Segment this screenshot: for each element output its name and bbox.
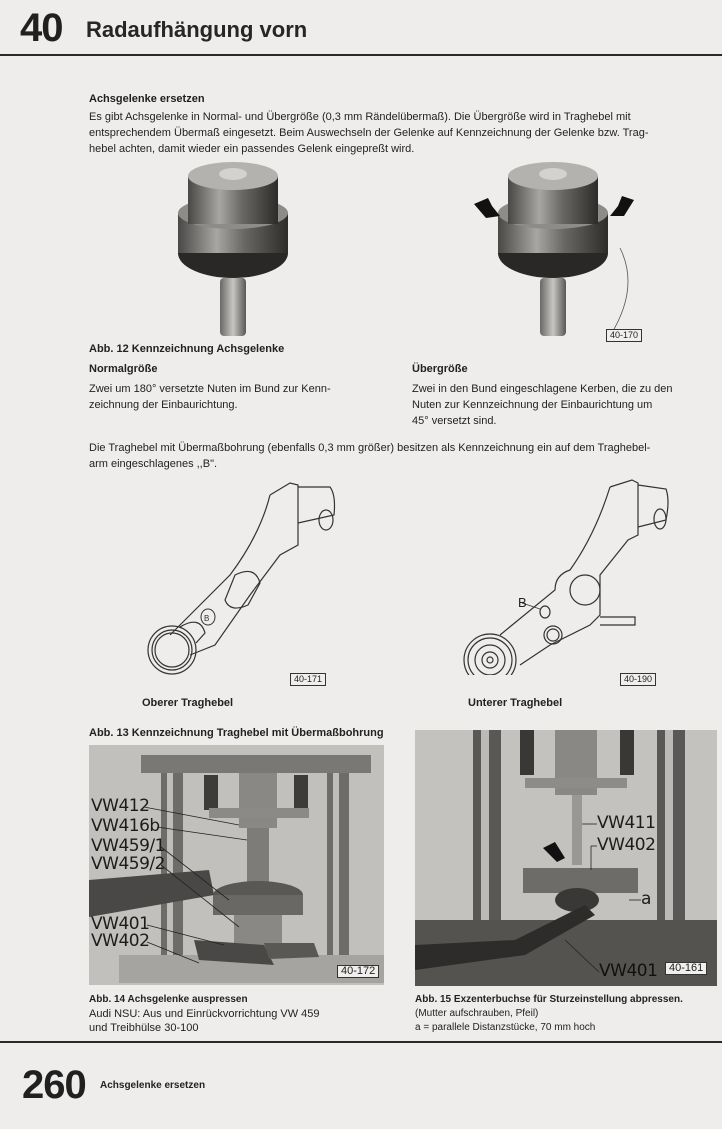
arrow-icon — [610, 196, 634, 216]
callout-vw402: VW402 — [597, 835, 656, 855]
callout-vw416b: VW416b — [91, 816, 160, 836]
figure14-photo — [89, 745, 384, 985]
text-line: arm eingeschlagenes ,,B". — [89, 458, 218, 470]
text-line: Audi NSU: Aus und Einrückvorrichtung VW 459 — [89, 1008, 320, 1020]
figure14-caption-title: Abb. 14 Achsgelenke auspressen — [89, 994, 248, 1005]
text-line: zeichnung der Einbaurichtung. — [89, 399, 238, 411]
callout-vw401: VW401 — [91, 914, 150, 934]
figure-id-40-171: 40-171 — [290, 673, 326, 686]
upper-control-arm-label: Oberer Traghebel — [142, 697, 234, 709]
figure-id-40-170: 40-170 — [606, 329, 642, 342]
figure15-caption-title: Abb. 15 Exzenterbuchse für Sturzeinstellung abpressen. — [415, 994, 683, 1005]
arrow-icon — [474, 198, 500, 218]
text-line: (Mutter aufschrauben, Pfeil) — [415, 1008, 539, 1019]
callout-leader-lines — [415, 730, 717, 986]
text-line: Nuten zur Kennzeichnung der Einbaurichtung um — [412, 399, 653, 411]
upper-control-arm-drawing — [130, 475, 350, 675]
callout-vw402: VW402 — [91, 931, 150, 951]
intro-paragraph — [89, 109, 709, 157]
figure15-caption-text — [415, 1007, 720, 1035]
chapter-title: Radaufhängung vorn — [86, 17, 308, 42]
page-number: 260 — [22, 1063, 86, 1107]
oversize-text — [412, 381, 712, 429]
text-line: und Treibhülse 30-100 — [89, 1022, 199, 1034]
callout-vw411: VW411 — [597, 813, 656, 833]
text-line: Zwei in den Bund eingeschlagene Kerben, die zu den — [412, 383, 673, 395]
intro-line: hebel achten, damit wieder ein passendes Gelenk eingepreßt wird. — [89, 143, 415, 155]
callout-vw401: VW401 — [599, 961, 658, 981]
figure-id-40-161: 40-161 — [665, 962, 707, 975]
oversize-bore-note — [89, 440, 719, 472]
figure13-caption: Abb. 13 Kennzeichnung Traghebel mit Übermaßbohrung — [89, 727, 384, 739]
lower-control-arm-label: Unterer Traghebel — [468, 697, 563, 709]
lower-control-arm-drawing — [460, 475, 700, 675]
footer-rule — [0, 1041, 722, 1043]
header-rule — [0, 54, 722, 56]
oversize-title: Übergröße — [412, 363, 468, 375]
callout-leader-lines — [89, 745, 384, 985]
chapter-number: 40 — [20, 6, 63, 50]
ball-joint-figure — [170, 158, 650, 343]
figure-id-40-172: 40-172 — [337, 965, 379, 978]
figure15-photo — [415, 730, 717, 986]
text-line: 45° versetzt sind. — [412, 415, 497, 427]
text-line: a = parallele Distanzstücke, 70 mm hoch — [415, 1022, 596, 1033]
callout-vw459-1: VW459/1 — [91, 836, 165, 856]
ball-joint-oversize — [498, 162, 628, 336]
intro-line: entsprechendem Übermaß eingesetzt. Beim Auswechseln der Gelenke auf Kennzeichnung der Gelenke bzw. Trag- — [89, 127, 649, 139]
figure-id-40-190: 40-190 — [620, 673, 656, 686]
b-mark-upper: B — [204, 614, 210, 623]
figure14-caption-text — [89, 1007, 399, 1035]
ball-joint-normal — [178, 162, 288, 336]
callout-vw459-2: VW459/2 — [91, 854, 165, 874]
running-title: Achsgelenke ersetzen — [100, 1080, 206, 1091]
callout-vw412: VW412 — [91, 796, 150, 816]
section-title: Achsgelenke ersetzen — [89, 93, 205, 105]
intro-line: Es gibt Achsgelenke in Normal- und Übergröße (0,3 mm Rändelübermaß). Die Übergröße wird in Traghebel mit — [89, 111, 631, 123]
text-line: Zwei um 180° versetzte Nuten im Bund zur Kenn- — [89, 383, 331, 395]
callout-a: a — [641, 889, 651, 909]
text-line: Die Traghebel mit Übermaßbohrung (ebenfalls 0,3 mm größer) besitzen als Kennzeichnung ein auf dem Traghebel- — [89, 442, 651, 454]
b-mark-lower: B — [518, 595, 527, 610]
normal-size-title: Normalgröße — [89, 363, 158, 375]
normal-size-text — [89, 381, 389, 413]
figure12-caption: Abb. 12 Kennzeichnung Achsgelenke — [89, 343, 285, 355]
